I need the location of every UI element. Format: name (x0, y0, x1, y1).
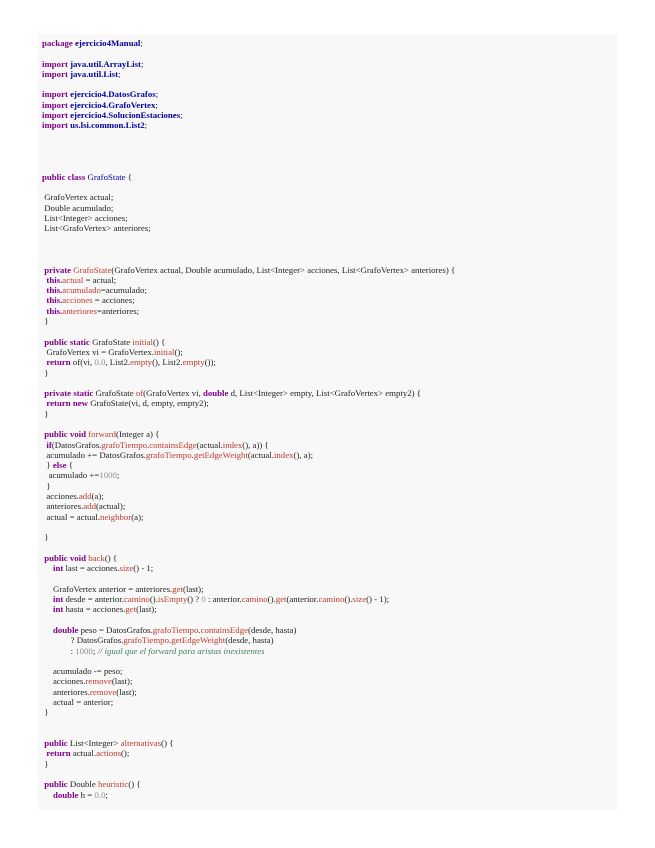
code-token: Double acumulado; (42, 202, 114, 213)
code-token: GrafoState (92, 336, 133, 347)
code-token: int (42, 594, 66, 605)
code-line (42, 275, 455, 285)
code-token: (desde, hasta) (225, 635, 274, 646)
code-line (42, 460, 455, 470)
code-token: } (42, 408, 49, 419)
code-token: import (42, 68, 71, 79)
code-token: GrafoVertex vi = GrafoVertex. (42, 346, 154, 357)
code-line (42, 615, 455, 625)
code-token: (last); (116, 686, 137, 697)
code-token: (actual. (247, 449, 274, 460)
code-token: import (42, 120, 71, 131)
code-token: (). (267, 594, 276, 605)
code-token: GrafoState(vi, d, empty, empty2); (90, 398, 209, 409)
code-token: } (42, 367, 49, 378)
code-token: grafoTiempo (123, 635, 169, 646)
code-token: acciones. (42, 676, 86, 687)
code-token: () { (104, 552, 118, 563)
code-token: =acumulado; (100, 285, 147, 296)
code-line (42, 100, 455, 110)
code-token: hasta = acciones. (65, 604, 126, 615)
code-token: { (66, 460, 73, 471)
code-line (42, 151, 455, 161)
code-token: , List2. (105, 357, 131, 368)
code-line (42, 532, 455, 542)
code-token: ejercicio4Manual (75, 38, 141, 48)
code-token: grafoTiempo (152, 624, 199, 635)
code-line (42, 285, 455, 295)
code-line (42, 244, 455, 254)
code-line (42, 295, 455, 305)
code-line (42, 604, 455, 614)
code-token: alternativas (120, 738, 162, 749)
code-token: (a); (131, 511, 144, 522)
code-token: anteriores. (42, 686, 90, 697)
code-line (42, 316, 455, 326)
code-token: . (191, 449, 194, 460)
code-line (42, 131, 455, 141)
code-token: (last); (111, 676, 133, 687)
code-line (42, 409, 455, 419)
code-token: acciones (62, 295, 93, 306)
code-token: (last); (136, 604, 157, 615)
code-token: index (222, 439, 243, 450)
code-token: import (42, 99, 71, 110)
code-token: grafoTiempo (145, 449, 192, 460)
code-token: d, List<Integer> empty, List<GrafoVertex> empty2) { (228, 388, 421, 399)
code-token: (a); (91, 491, 104, 502)
code-token: int (42, 563, 66, 574)
code-line (42, 347, 455, 357)
code-token: getEdgeWeight (193, 449, 248, 460)
code-token: add (83, 501, 96, 512)
code-token: double (202, 388, 229, 399)
code-token: (DatosGrafos. (51, 439, 102, 450)
code-line (42, 697, 455, 707)
code-token: . (168, 635, 172, 646)
code-token: } (42, 707, 49, 718)
code-token: ejercicio4.SolucionEstaciones (70, 110, 181, 121)
code-token: private static (42, 388, 96, 399)
code-token: (GrafoVertex actual, Double acumulado, List<Integer> acciones, List<GrafoVertex> anteriores) { (111, 264, 456, 275)
code-line (42, 110, 455, 120)
code-token: ; (155, 89, 159, 100)
code-line (42, 48, 455, 58)
code-line (42, 491, 455, 501)
code-token: return (42, 748, 73, 759)
code-line (42, 728, 455, 738)
code-token: of(vi, (72, 357, 95, 368)
code-token: ; (180, 110, 183, 121)
code-token: actual (62, 274, 84, 285)
code-token: of (135, 388, 144, 399)
code-token: (Integer a) { (116, 429, 160, 440)
code-token: initial (153, 346, 175, 357)
code-token: List<Integer> acciones; (42, 213, 128, 224)
code-token: . (198, 624, 201, 635)
code-token: forward (88, 429, 117, 440)
code-line (42, 501, 455, 511)
code-token: } (42, 480, 51, 491)
code-line (42, 635, 455, 645)
code-line (42, 707, 455, 717)
code-line (42, 481, 455, 491)
code-line (42, 59, 455, 69)
code-token: public (42, 738, 70, 749)
code-line (42, 769, 455, 779)
code-token: (); (121, 748, 130, 759)
code-token: GrafoVertex actual; (42, 192, 114, 203)
code-token: GrafoState (87, 171, 126, 182)
code-token: anteriores (62, 305, 97, 316)
code-token: GrafoState (73, 264, 112, 275)
code-token: else (52, 460, 67, 471)
code-token: (anterior. (286, 594, 319, 605)
code-token: } (42, 316, 49, 327)
code-token: this. (42, 305, 63, 316)
code-token: get (275, 594, 287, 605)
code-token: (last); (183, 583, 204, 594)
code-token: GrafoState (95, 388, 136, 399)
code-token: } (42, 758, 49, 769)
code-token: ; (105, 789, 108, 800)
code-token: = acciones; (92, 295, 135, 306)
code-token: public static (42, 336, 93, 347)
code-line (42, 543, 455, 553)
code-token: java.util.ArrayList (70, 58, 141, 69)
code-line (42, 553, 455, 563)
code-line (42, 646, 455, 656)
code-token: empty (182, 357, 205, 368)
code-token: List<GrafoVertex> anteriores; (42, 223, 151, 234)
code-token: () { (152, 336, 166, 347)
code-token: initial (132, 336, 153, 347)
code-line (42, 141, 455, 151)
code-token: { (125, 171, 132, 182)
code-token: = actual; (83, 274, 117, 285)
code-token: anteriores. (42, 501, 84, 512)
code-token: 0.0 (94, 789, 106, 800)
code-line (42, 234, 455, 244)
code-token: getEdgeWeight (171, 635, 226, 646)
code-token: 0.0 (94, 357, 106, 368)
code-line (42, 718, 455, 728)
code-token: public class (42, 171, 88, 182)
code-line (42, 748, 455, 758)
code-token: this. (42, 295, 63, 306)
code-token: (), List2. (152, 357, 183, 368)
code-line (42, 450, 455, 460)
code-line (42, 120, 455, 130)
code-token: ? DatosGrafos. (42, 635, 124, 646)
code-line (42, 223, 455, 233)
code-line (42, 79, 455, 89)
code-token: ; (92, 645, 98, 656)
code-line (42, 162, 455, 172)
code-token: ejercicio4.GrafoVertex (70, 99, 156, 110)
code-token: return new (42, 398, 91, 409)
code-token: acciones. (42, 491, 79, 502)
code-token: acumulado += (42, 470, 100, 481)
code-line (42, 378, 455, 388)
code-line (42, 368, 455, 378)
code-token: return (42, 357, 73, 368)
code-token: if (42, 439, 52, 450)
code-token: (actual); (95, 501, 126, 512)
code-token: get (125, 604, 137, 615)
code-token: (); (174, 346, 183, 357)
code-token: (), a); (293, 449, 314, 460)
code-line (42, 326, 455, 336)
code-token: desde = anterior. (65, 594, 124, 605)
code-token: containsEdge (200, 624, 249, 635)
code-line (42, 89, 455, 99)
code-token: (GrafoVertex vi, (143, 388, 203, 399)
code-token: ; (144, 120, 148, 131)
code-line (42, 512, 455, 522)
code-line (42, 759, 455, 769)
code-token: } (42, 460, 53, 471)
code-line (42, 738, 455, 748)
code-token: ()); (204, 357, 216, 368)
code-token: actual = actual. (42, 511, 100, 522)
code-token: back (88, 552, 105, 563)
code-token: import (42, 58, 71, 69)
code-line (42, 522, 455, 532)
code-token: add (78, 491, 92, 502)
code-token: index (273, 449, 294, 460)
code-token: : (42, 645, 76, 656)
code-token: : anterior. (205, 594, 242, 605)
code-line (42, 790, 455, 800)
code-token: last = acciones. (65, 563, 120, 574)
code-token: neighbor (99, 511, 132, 522)
code-token: ; (116, 470, 120, 481)
code-line (42, 676, 455, 686)
code-token: () - 1); (366, 594, 390, 605)
code-token: camino (318, 594, 345, 605)
code-line (42, 656, 455, 666)
code-line (42, 419, 455, 429)
code-line (42, 388, 455, 398)
code-token: int (42, 604, 66, 615)
code-token: acumulado += DatosGrafos. (42, 449, 146, 460)
code-token: ; (140, 38, 143, 48)
code-token: 1000 (99, 470, 117, 481)
code-token: empty (130, 357, 153, 368)
code-token: acumulado (62, 285, 101, 296)
code-token: actual. (72, 748, 97, 759)
code-line (42, 192, 455, 202)
code-line (42, 254, 455, 264)
code-token: remove (85, 676, 112, 687)
code-line (42, 38, 455, 48)
code-token: heuristic (97, 779, 129, 790)
code-token: ; (140, 58, 144, 69)
code-line (42, 306, 455, 316)
code-token: ejercicio4.DatosGrafos (70, 89, 156, 100)
code-token: (actual. (196, 439, 223, 450)
code-line (42, 172, 455, 182)
code-token: public void (42, 552, 89, 563)
code-token: // igual que el forward para aristas inexistentes (97, 645, 265, 656)
code-token: acumulado -= peso; (42, 666, 123, 677)
code-token: public void (42, 429, 89, 440)
code-token: double (42, 789, 81, 800)
code-token: . (147, 439, 150, 450)
code-line (42, 398, 455, 408)
code-token: actual = anterior; (42, 697, 114, 707)
code-token: camino (123, 594, 150, 605)
code-token: public (42, 779, 70, 790)
code-token: grafoTiempo (101, 439, 147, 450)
code-line (42, 779, 455, 789)
code-token: (desde, hasta) (248, 624, 297, 635)
code-line (42, 203, 455, 213)
code-token: size (119, 563, 134, 574)
code-token: () - 1; (133, 563, 154, 574)
code-token: camino (241, 594, 268, 605)
code-token: containsEdge (149, 439, 197, 450)
code-line (42, 69, 455, 79)
code-line (42, 357, 455, 367)
code-line (42, 687, 455, 697)
code-token: import (42, 89, 71, 100)
code-token: java.util.List (70, 68, 119, 79)
code-token: List<Integer> (69, 738, 121, 749)
code-token: double (42, 624, 81, 635)
code-line (42, 213, 455, 223)
code-token: (), a)) { (242, 439, 269, 450)
code-token: us.lsi.common.List2 (70, 120, 145, 131)
code-token: size (352, 594, 367, 605)
code-token: h = (80, 789, 95, 800)
code-line (42, 337, 455, 347)
code-token: 1000 (75, 645, 93, 656)
code-token: ; (155, 99, 158, 110)
code-line (42, 563, 455, 573)
code-line (42, 584, 455, 594)
code-token: package (42, 38, 75, 48)
code-token: this. (42, 274, 63, 285)
code-token: Double (69, 779, 98, 790)
code-token: (). (344, 594, 353, 605)
code-line (42, 429, 455, 439)
code-token: actions (96, 748, 121, 759)
code-token: () { (161, 738, 174, 749)
code-token: isEmpty (157, 594, 188, 605)
code-token: (). (149, 594, 158, 605)
code-line (42, 470, 455, 480)
code-line (42, 625, 455, 635)
code-line (42, 666, 455, 676)
code-token: } (42, 532, 49, 543)
code-line (42, 594, 455, 604)
code-token: import (42, 110, 71, 121)
code-line (42, 182, 455, 192)
code-line (42, 573, 455, 583)
code-token: get (172, 583, 184, 594)
code-token: private (42, 264, 74, 275)
code-token: 0 (201, 594, 206, 605)
code-listing (42, 38, 455, 800)
code-line (42, 265, 455, 275)
code-line (42, 440, 455, 450)
code-token: =anteriores; (96, 305, 140, 316)
code-token: ; (118, 68, 121, 79)
code-token: () ? (187, 594, 202, 605)
code-token: peso = DatosGrafos. (80, 624, 153, 635)
code-token: this. (42, 285, 63, 296)
code-token: () { (128, 779, 141, 790)
code-token: GrafoVertex anterior = anteriores. (42, 583, 173, 594)
code-token: remove (89, 686, 117, 697)
